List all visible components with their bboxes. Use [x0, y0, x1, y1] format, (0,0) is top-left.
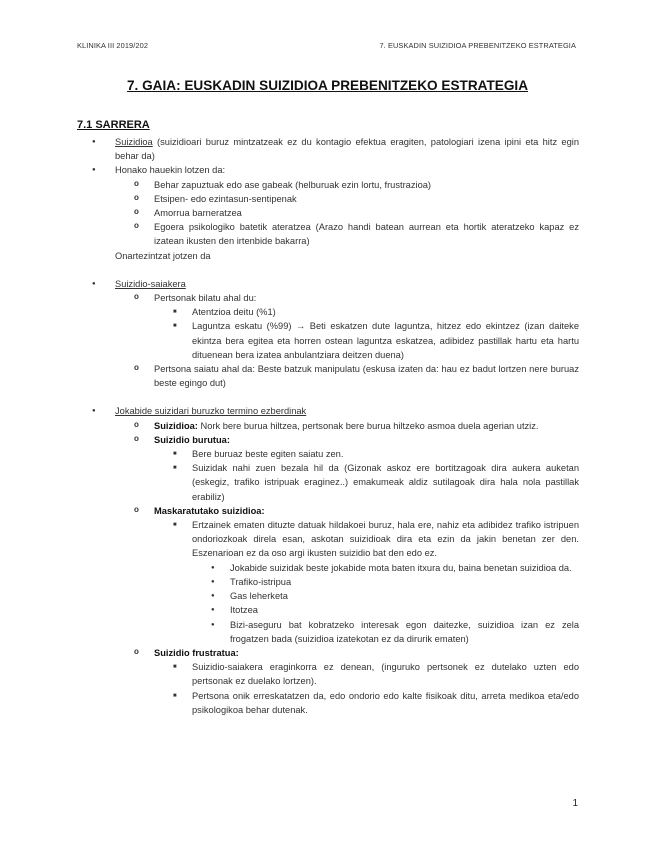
- deep-list-item: ● Gas leherketa: [192, 589, 579, 603]
- list-item: [77, 404, 579, 716]
- sub-sub-list: [154, 447, 579, 504]
- list-text: Pertsonak bilatu ahal du:: [154, 293, 257, 304]
- document-body: [77, 135, 579, 717]
- term-label: Suizidioa:: [154, 420, 198, 431]
- sub-list-item: o Amorrua barneratzea: [115, 206, 579, 220]
- term-suizidioa: Suizidioa: [115, 137, 153, 147]
- sub-sub-list: [154, 518, 579, 646]
- sub-list-item: [115, 419, 579, 433]
- list-item: [77, 163, 579, 248]
- sub-list-item: o Egoera psikologiko batetik ateratzea (Arazo handi batean aurrean eta hortik ateratzeko kapaz ez izatean ikusten den irtenbide bakarra): [115, 220, 579, 248]
- main-list: [77, 404, 579, 716]
- term-description: (suizidioari buruz mintzatzeak ez du kontagio efektua eragiten, patologiari izena ipini eta hitz egin behar da): [115, 137, 579, 162]
- sub-list-item: o Etsipen- edo ezintasun-sentipenak: [115, 192, 579, 206]
- deep-list-item: ● Jokabide suizidak beste jokabide mota baten itxura du, baina benetan suizidioa da.: [192, 561, 579, 575]
- sub-sub-list-item: ■ Suizidak nahi zuen bezala hil da (Gizonak askoz ere bortitzagoak dira aukera auketan (eskegiz, trafiko istripuak eraginez..) emakumeak aldiz sutilagoak dira hala nola pastillak erabiliz): [154, 461, 579, 504]
- section-heading: 7.1 SARRERA: [77, 119, 150, 131]
- list-text: Honako hauekin lotzen da:: [115, 165, 226, 176]
- deep-list-item: ● Bizi-aseguru bat kobratzeko interesak egon daitezke, suizidioa izan ez zela frogatzen bada (suizidioa izatekotan ez da dirurik ematen): [192, 618, 579, 646]
- sub-list-item: o Pertsona saiatu ahal da: Beste batzuk manipulatu (eskusa izaten da: hau ez badut lortzen nere buruaz beste egingo dut): [115, 362, 579, 390]
- sub-sub-list-item: ■ Suizidio-saiakera eraginkorra ez denean, (inguruko pertsonek ez dutelako uzten edo pertsonak ez duelako lortzen).: [154, 660, 579, 688]
- sub-sub-list-item: ■ Atentzioa deitu (%1): [154, 305, 579, 319]
- sub-list: [115, 178, 579, 249]
- main-list: [77, 135, 579, 249]
- list-item: [77, 135, 579, 163]
- list-item: [77, 277, 579, 391]
- sub-list-item: [115, 433, 579, 504]
- sub-sub-list-item: ■ Pertsona onik erreskatatzen da, edo ondorio edo kalte fisikoak ditu, arreta medikoa eta/edo psikologikoa behar dutenak.: [154, 689, 579, 717]
- term-label: Maskaratutako suizidioa:: [154, 505, 265, 516]
- header-course: KLINIKA III 2019/202: [77, 41, 149, 50]
- deep-list-item: ● Itotzea: [192, 603, 579, 617]
- sub-list-item: o Behar zapuztuak edo ase gabeak (helburuak ezin lortu, frustrazioa): [115, 178, 579, 192]
- term-label: Suizidio frustratua:: [154, 647, 239, 658]
- sub-list: [115, 419, 579, 717]
- sub-list-item: [115, 646, 579, 717]
- term-description: Nork bere burua hiltzea, pertsonak bere burua hiltzeko asmoa duela agerian utziz.: [197, 420, 539, 431]
- sub-sub-list-item: [154, 518, 579, 646]
- list-text: Ertzainek ematen dituzte datuak hildakoei buruz, hala ere, nahiz eta adibidez trafiko istripuen ondoriozkoak direla esan, askotan suizidioak dira eta ezin da jakin benetan zer den. Eszenarioan ez da oso argi ikusten suizidio bat den edo ez.: [192, 520, 579, 559]
- sub-sub-list: [154, 305, 579, 362]
- sub-sub-list-item: ■ Bere buruaz beste egiten saiatu zen.: [154, 447, 579, 461]
- main-list: [77, 277, 579, 391]
- sub-sub-list-item: ■ Laguntza eskatu (%99) → Beti eskatzen dute laguntza, hitzez edo ekintzez (izan daiteke ekintza bera egitea eta horren ostean laguntza eskatzea, adibidez pastillak hartu eta hartu dituenean bera izatea anbulantziara deitzen duena): [154, 319, 579, 362]
- sub-list-item: [115, 504, 579, 646]
- term-suizidio-saiakera: Suizidio-saiakera: [115, 278, 186, 289]
- term-jokabide: Jokabide suizidari buruzko termino ezberdinak: [115, 406, 307, 417]
- header-chapter: 7. EUSKADIN SUIZIDIOA PREBENITZEKO ESTRATEGIA: [379, 41, 576, 50]
- term-label: Suizidio burutua:: [154, 434, 230, 445]
- page-number: 1: [572, 798, 578, 809]
- sub-list-item: [115, 291, 579, 362]
- page-title: 7. GAIA: EUSKADIN SUIZIDIOA PREBENITZEKO ESTRATEGIA: [126, 78, 529, 93]
- sub-sub-list: [154, 660, 579, 717]
- note-text: Onartezintzat jotzen da: [115, 250, 211, 261]
- sub-list: [115, 291, 579, 390]
- deep-list-item: ● Trafiko-istripua: [192, 575, 579, 589]
- sub-sub-sub-list: [192, 561, 579, 646]
